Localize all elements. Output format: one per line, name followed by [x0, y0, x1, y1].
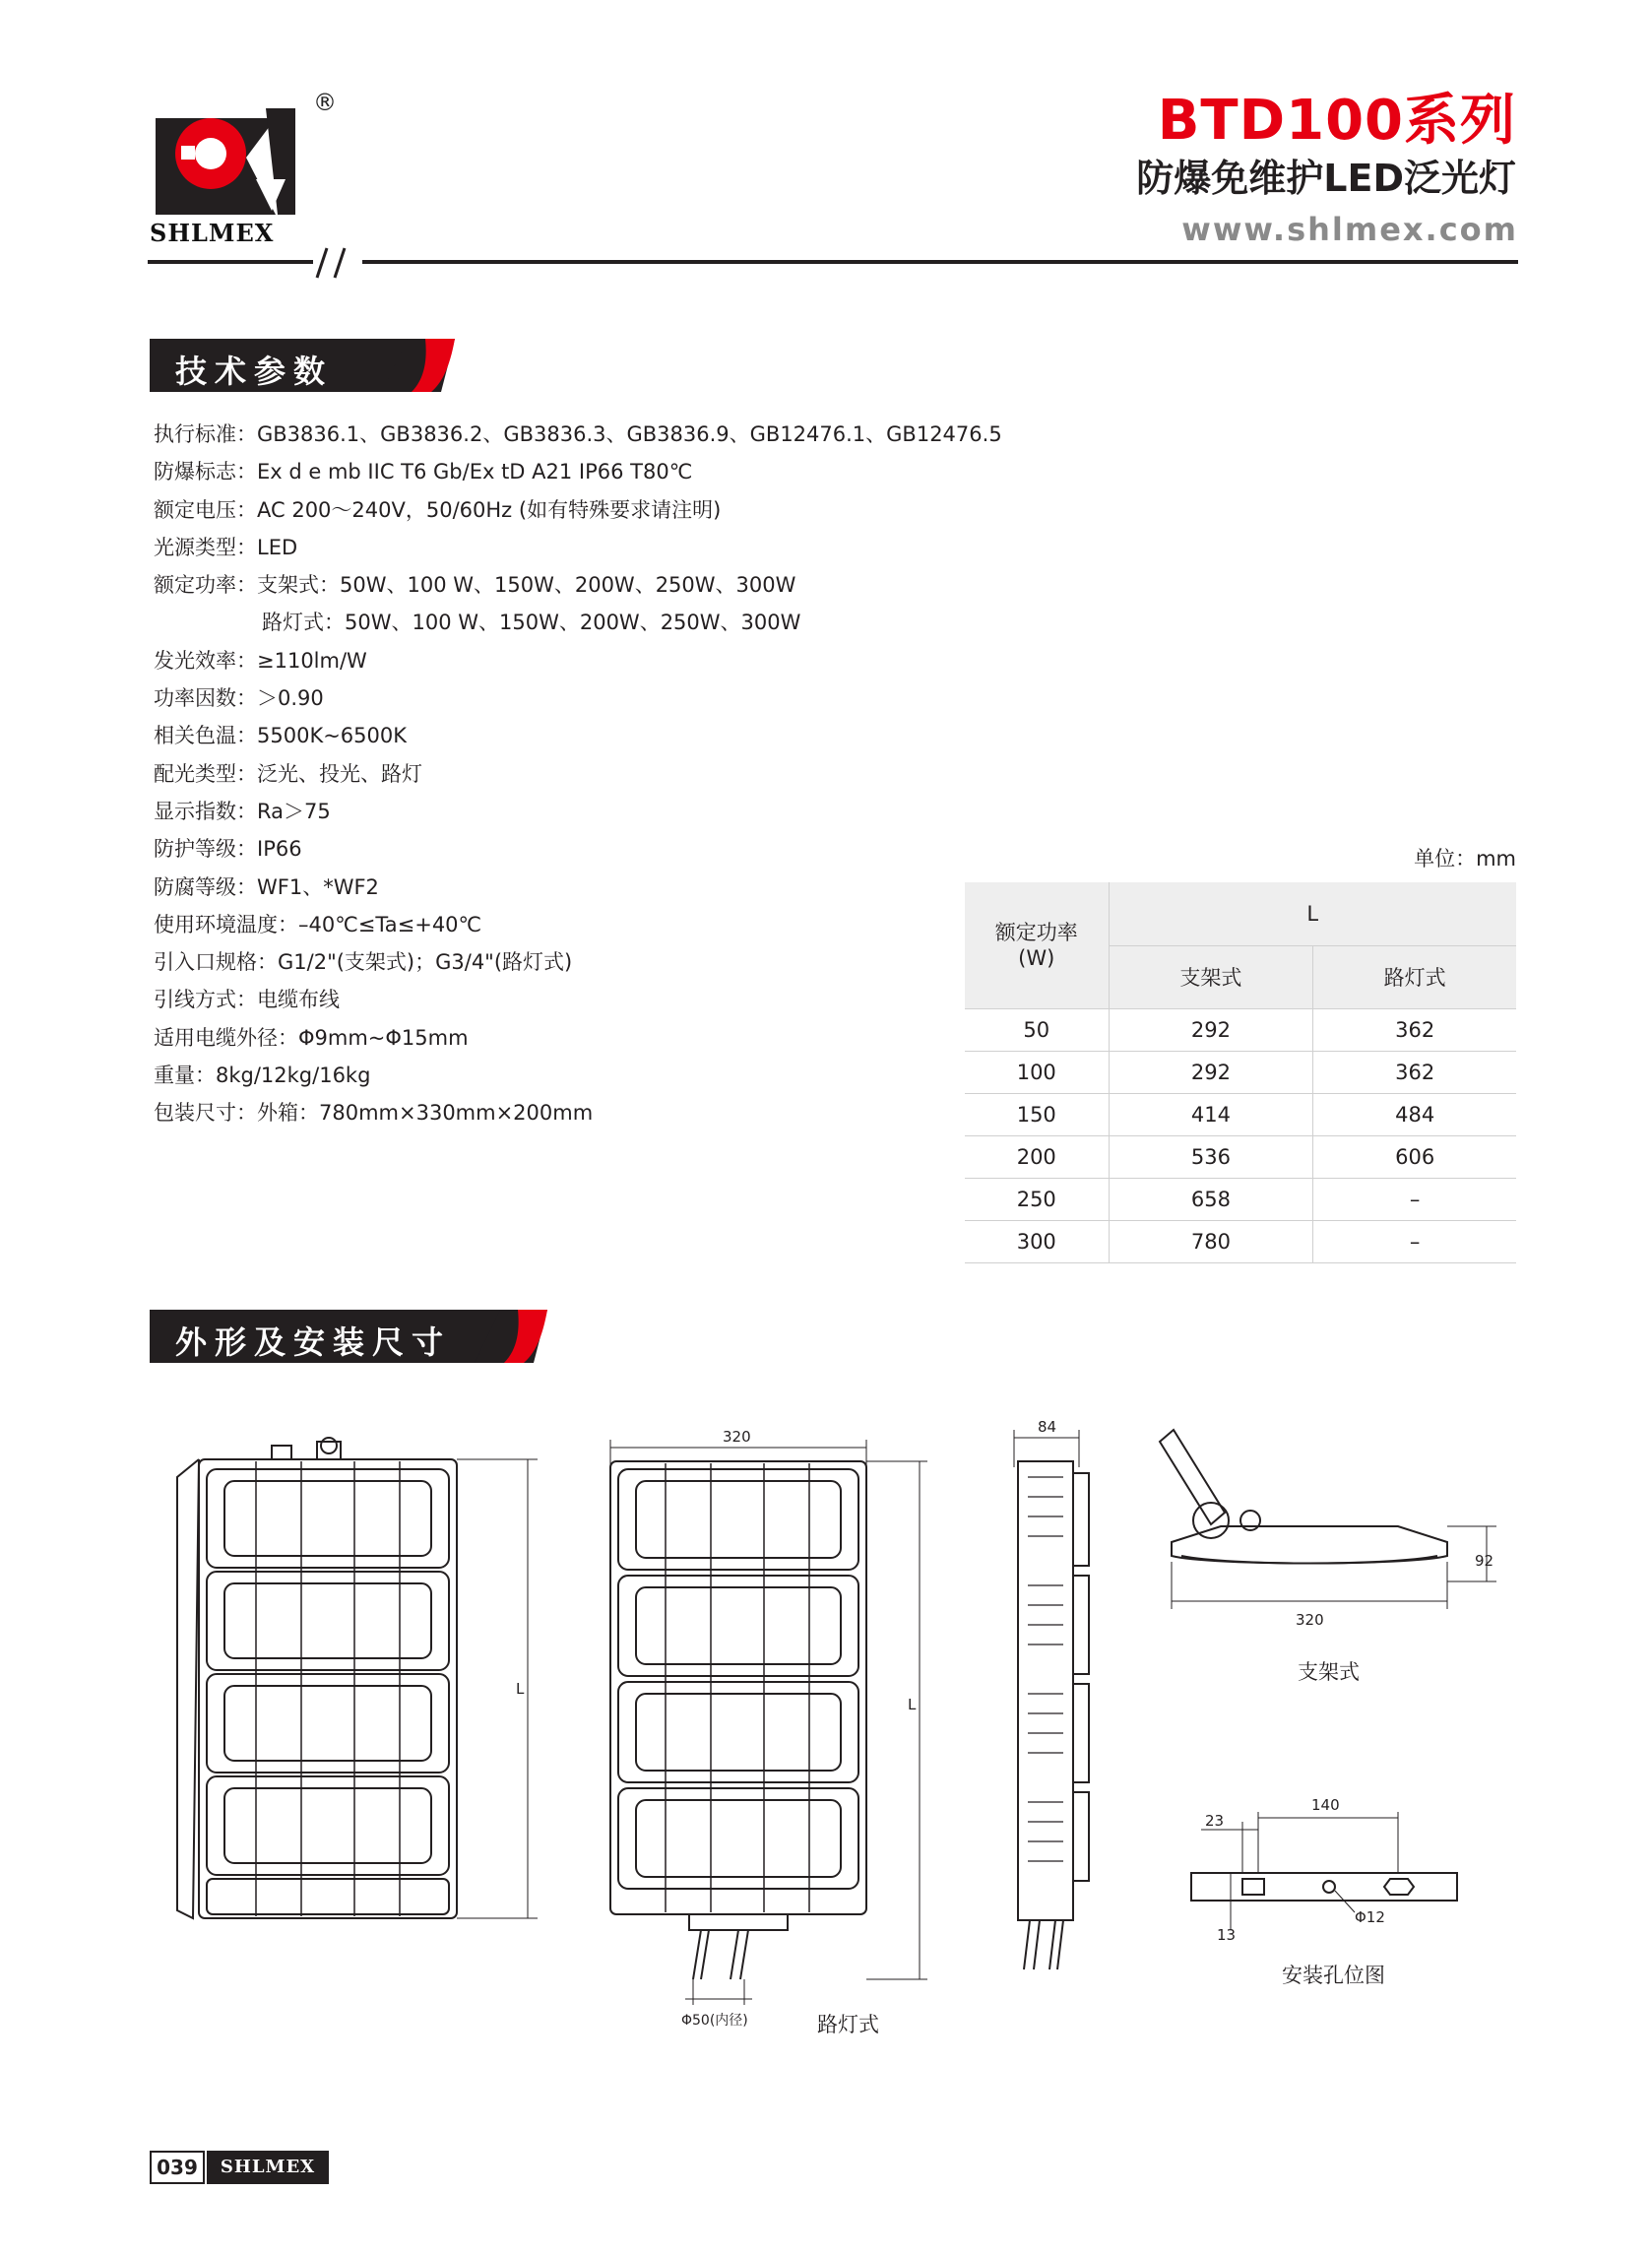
registered-mark: ®: [313, 89, 337, 116]
table-row: 50 292 362: [965, 1008, 1516, 1051]
spec-row: 功率因数：＞0.90: [154, 686, 324, 711]
table-header-row: [965, 882, 1516, 945]
section-title: 外形及安装尺寸: [175, 1323, 452, 1361]
spec-row: 引入口规格：G1/2"(支架式)；G3/4"(路灯式): [154, 950, 573, 975]
street-front-view-drawing: [591, 1418, 955, 2048]
hole-offset-label: 23: [1205, 1812, 1225, 1830]
spec-row: 执行标准：GB3836.1、GB3836.2、GB3836.3、GB3836.9、GB12476.1、GB12476.5: [154, 422, 1002, 446]
section-heading-dimensions: [150, 1310, 547, 1363]
spec-row: 防腐等级：WF1、*WF2: [154, 874, 379, 899]
hole-height-label: 13: [1217, 1926, 1237, 1944]
spec-list: [154, 416, 1000, 1132]
spec-row: 路灯式：50W、100 W、150W、200W、250W、300W: [262, 611, 801, 635]
spec-row: 发光效率：≥110lm/W: [154, 648, 367, 673]
header-l: L: [1109, 882, 1516, 945]
side-view-drawing: [994, 1418, 1103, 1979]
bracket-side-view-drawing: [1152, 1418, 1516, 1654]
header-bracket: 支架式: [1109, 945, 1313, 1008]
table-row: 200 536 606: [965, 1135, 1516, 1178]
spec-row: 显示指数：Ra＞75: [154, 799, 331, 823]
table-row: 300 780 –: [965, 1220, 1516, 1262]
spec-row: 引线方式：电缆布线: [154, 988, 340, 1012]
heading-red-swoosh-icon: [382, 339, 455, 392]
bracket-height-label: 92: [1475, 1552, 1494, 1570]
spec-row: 额定功率：支架式：50W、100 W、150W、200W、250W、300W: [154, 573, 796, 598]
hole-caption: 安装孔位图: [1282, 1964, 1385, 1987]
table-row: 250 658 –: [965, 1178, 1516, 1220]
series-title: BTD100系列: [1157, 89, 1516, 153]
spec-row: 光源类型：LED: [154, 535, 298, 559]
pipe-diameter-label: Φ50(内径): [681, 2013, 748, 2029]
side-depth-label: 84: [1038, 1418, 1057, 1436]
table-unit: 单位：mm: [1414, 847, 1516, 871]
product-name: 防爆免维护LED泛光灯: [1136, 157, 1516, 200]
front-width-label: 320: [723, 1428, 751, 1446]
section-heading-tech-params: [150, 339, 455, 392]
bracket-width-label: 320: [1296, 1611, 1324, 1629]
length-label: L: [908, 1696, 917, 1713]
bracket-front-view-drawing: [148, 1418, 561, 1930]
street-caption: 路灯式: [817, 2013, 879, 2036]
spec-row: 额定电压：AC 200～240V，50/60Hz (如有特殊要求请注明): [154, 497, 722, 522]
mounting-hole-drawing: [1162, 1782, 1496, 1960]
spec-row: 重量：8kg/12kg/16kg: [154, 1064, 371, 1088]
footer-brand: SHLMEX: [207, 2151, 329, 2184]
table-row: 150 414 484: [965, 1093, 1516, 1135]
website-link[interactable]: www.shlmex.com: [1181, 211, 1518, 248]
spec-row: 防护等级：IP66: [154, 837, 302, 862]
bracket-caption: 支架式: [1298, 1660, 1360, 1684]
heading-red-swoosh-icon: [475, 1310, 547, 1363]
drawings-area: [0, 1418, 1652, 2048]
header-rated-power: 额定功率 (W): [965, 882, 1109, 1008]
length-label: L: [516, 1680, 525, 1698]
spec-row: 相关色温：5500K~6500K: [154, 724, 408, 748]
hole-diameter-label: Φ12: [1355, 1908, 1385, 1926]
header-street: 路灯式: [1313, 945, 1516, 1008]
spec-row: 包装尺寸：外箱：780mm×330mm×200mm: [154, 1101, 594, 1126]
page-number: 039: [150, 2151, 205, 2184]
spec-row: 适用电缆外径：Φ9mm~Φ15mm: [154, 1025, 469, 1050]
spec-row: 防爆标志：Ex d e mb IIC T6 Gb/Ex tD A21 IP66 T80℃: [154, 460, 693, 484]
logo-text: SHLMEX: [150, 219, 275, 247]
spec-row: 配光类型：泛光、投光、路灯: [154, 761, 422, 786]
section-title: 技术参数: [175, 353, 334, 390]
spec-row: 使用环境温度：–40℃≤Ta≤+40℃: [154, 912, 482, 936]
divider-slash-icon: [313, 246, 362, 280]
dimension-table: [965, 882, 1516, 1263]
hole-spacing-label: 140: [1311, 1796, 1340, 1814]
table-row: 100 292 362: [965, 1051, 1516, 1093]
